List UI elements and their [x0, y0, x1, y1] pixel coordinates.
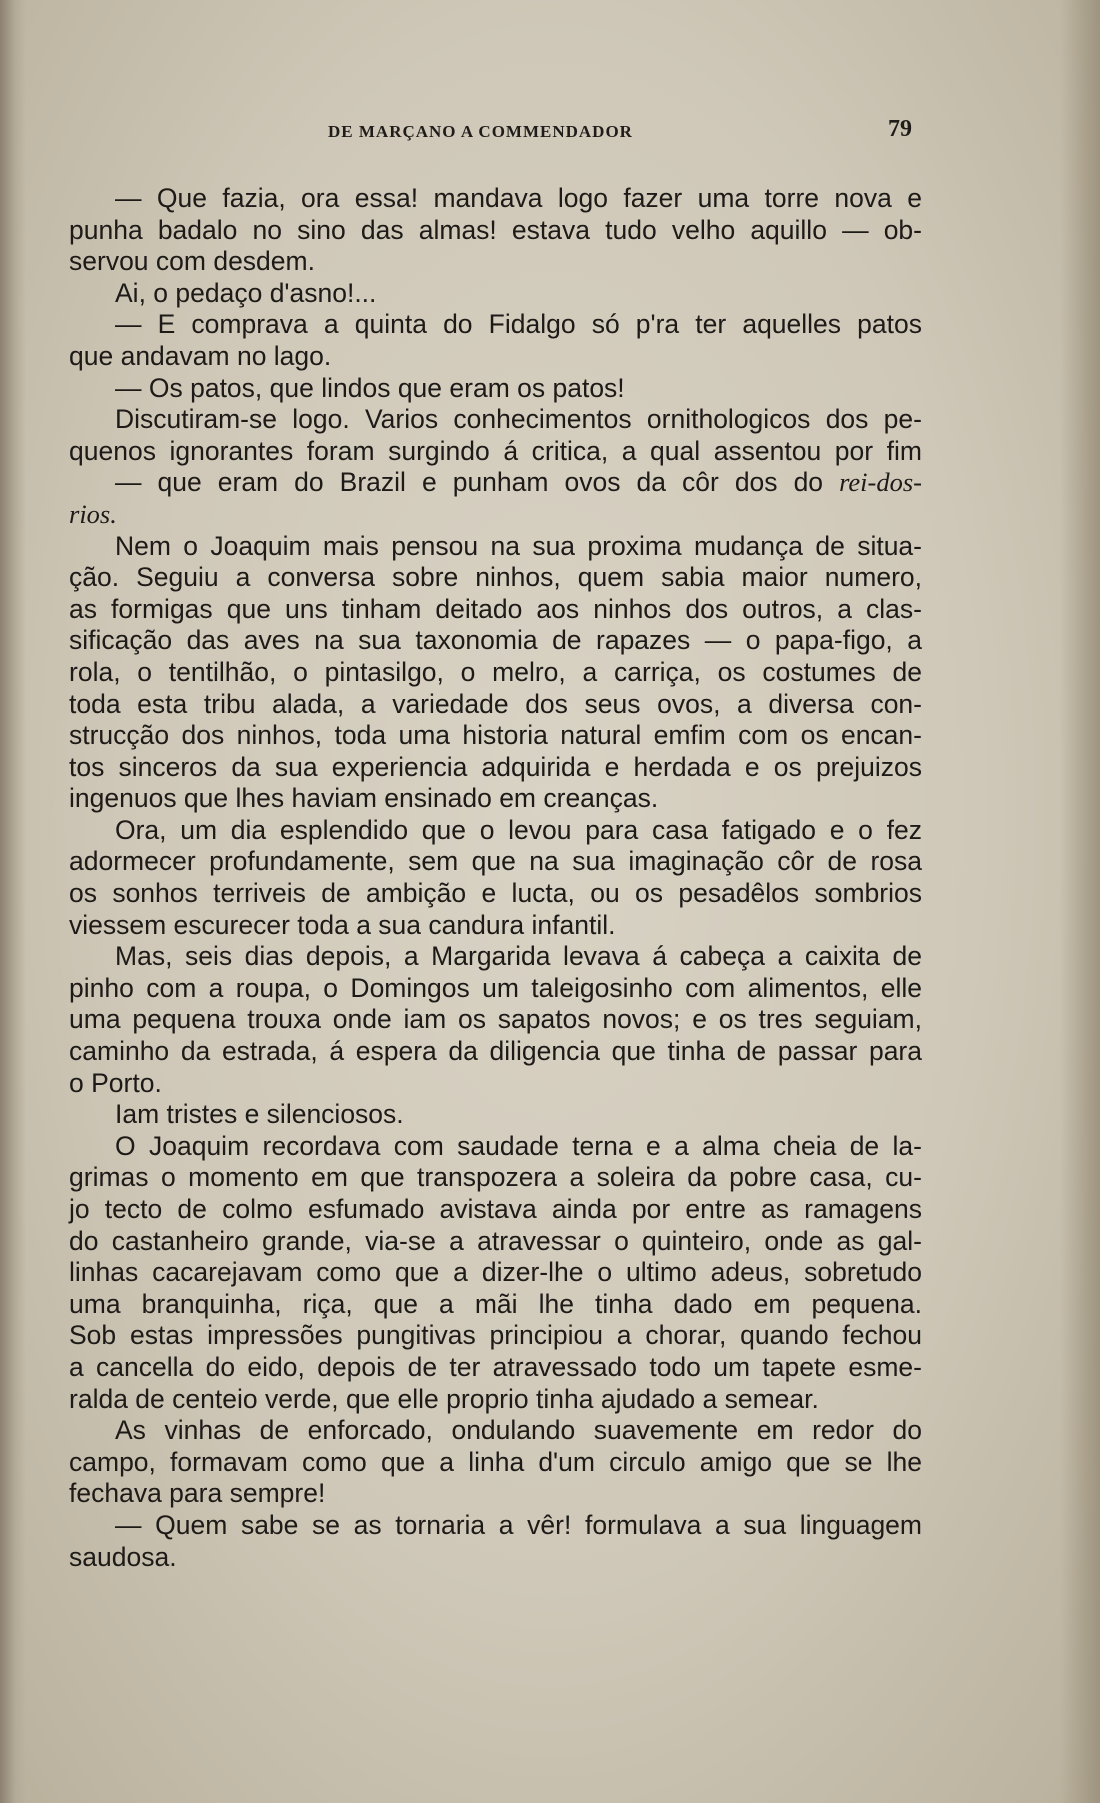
text-line: toda esta tribu alada, a variedade dos seus ovos, a diversa con- — [69, 688, 922, 719]
text-line: O Joaquim recordava com saudade terna e a alma cheia de la- — [115, 1130, 922, 1161]
text-line: fechava para sempre! — [69, 1478, 326, 1509]
body-text — [69, 183, 922, 1573]
text-line: — que eram do Brazil e punham ovos da côr dos do rei-dos- — [115, 467, 922, 498]
text-line: punha badalo no sino das almas! estava tudo velho aquillo — ob- — [69, 214, 922, 245]
text-line: campo, formavam como que a linha d'um circulo amigo que se lhe — [69, 1446, 922, 1477]
page-number: 79 — [888, 116, 912, 142]
text-line: — Os patos, que lindos que eram os patos! — [115, 372, 625, 403]
text-line: linhas cacarejavam como que a dizer-lhe o ultimo adeus, sobretudo — [69, 1257, 922, 1288]
text-line: uma branquinha, riça, que a mãi lhe tinha dado em pequena. — [69, 1288, 922, 1319]
text-line: o Porto. — [69, 1067, 162, 1098]
italic-word: rei-dos- — [839, 467, 922, 498]
text-line: caminho da estrada, á espera da diligencia que tinha de passar para — [69, 1036, 922, 1067]
text-line — [69, 499, 922, 531]
text-line: rola, o tentilhão, o pintasilgo, o melro, a carriça, os costumes de — [69, 656, 922, 687]
text-line: As vinhas de enforcado, ondulando suavemente em redor do — [115, 1415, 922, 1446]
text-line: tos sinceros da sua experiencia adquirida e herdada e os prejuizos — [69, 751, 922, 782]
text-line: Iam tristes e silenciosos. — [115, 1099, 404, 1130]
italic-word: rios. — [69, 498, 117, 529]
text-line: Sob estas impressões pungitivas principiou a chorar, quando fechou — [69, 1320, 922, 1351]
text-line: viessem escurecer toda a sua candura infantil. — [69, 909, 616, 940]
text-line: ingenuos que lhes haviam ensinado em creanças. — [69, 783, 659, 814]
text-line: grimas o momento em que transpozera a soleira da pobre casa, cu- — [69, 1162, 922, 1193]
text-line: — Que fazia, ora essa! mandava logo fazer uma torre nova e — [115, 183, 922, 213]
text-line: saudosa. — [69, 1541, 177, 1572]
text-line: Nem o Joaquim mais pensou na sua proxima mudança de situa- — [115, 530, 922, 561]
text-line: pinho com a roupa, o Domingos um taleigosinho com alimentos, elle — [69, 972, 922, 1003]
text-line: a cancella do eido, depois de ter atravessado todo um tapete esme- — [69, 1351, 922, 1382]
text-line: — Quem sabe se as tornaria a vêr! formulava a sua linguagem — [115, 1509, 922, 1540]
text-line: sificação das aves na sua taxonomia de rapazes — o papa-figo, a — [69, 625, 922, 656]
text-line: Discutiram-se logo. Varios conhecimentos ornithologicos dos pe- — [115, 404, 922, 435]
text-line: do castanheiro grande, via-se a atravessar o quinteiro, onde as gal- — [69, 1225, 922, 1256]
page-header — [70, 112, 920, 152]
text-line: quenos ignorantes foram surgindo á critica, a qual assentou por fim — [69, 435, 922, 466]
text-line: servou com desdem. — [69, 246, 315, 277]
text-line: os sonhos terriveis de ambição e lucta, ou os pesadêlos sombrios — [69, 878, 922, 909]
text-line: ção. Seguiu a conversa sobre ninhos, quem sabia maior numero, — [69, 562, 922, 593]
text-line: jo tecto de colmo esfumado avistava ainda por entre as ramagens — [69, 1194, 922, 1224]
text-line: Ai, o pedaço d'asno!... — [115, 277, 377, 308]
running-title: DE MARÇANO A COMMENDADOR — [328, 122, 633, 141]
text-line: adormecer profundamente, sem que na sua imaginação côr de rosa — [69, 846, 922, 877]
text-line: — E comprava a quinta do Fidalgo só p'ra ter aquelles patos — [115, 309, 922, 340]
text-line: as formigas que uns tinham deitado aos ninhos dos outros, a clas- — [69, 593, 922, 624]
text-line: strucção dos ninhos, toda uma historia natural emfim com os encan- — [69, 720, 922, 751]
text-line: Ora, um dia esplendido que o levou para casa fatigado e o fez — [115, 814, 922, 845]
text-line: ralda de centeio verde, que elle proprio tinha ajudado a semear. — [69, 1383, 819, 1414]
text-line: Mas, seis dias depois, a Margarida levava á cabeça a caixita de — [115, 941, 922, 972]
text-line: uma pequena trouxa onde iam os sapatos novos; e os tres seguiam, — [69, 1004, 922, 1035]
text-line: que andavam no lago. — [69, 340, 332, 371]
